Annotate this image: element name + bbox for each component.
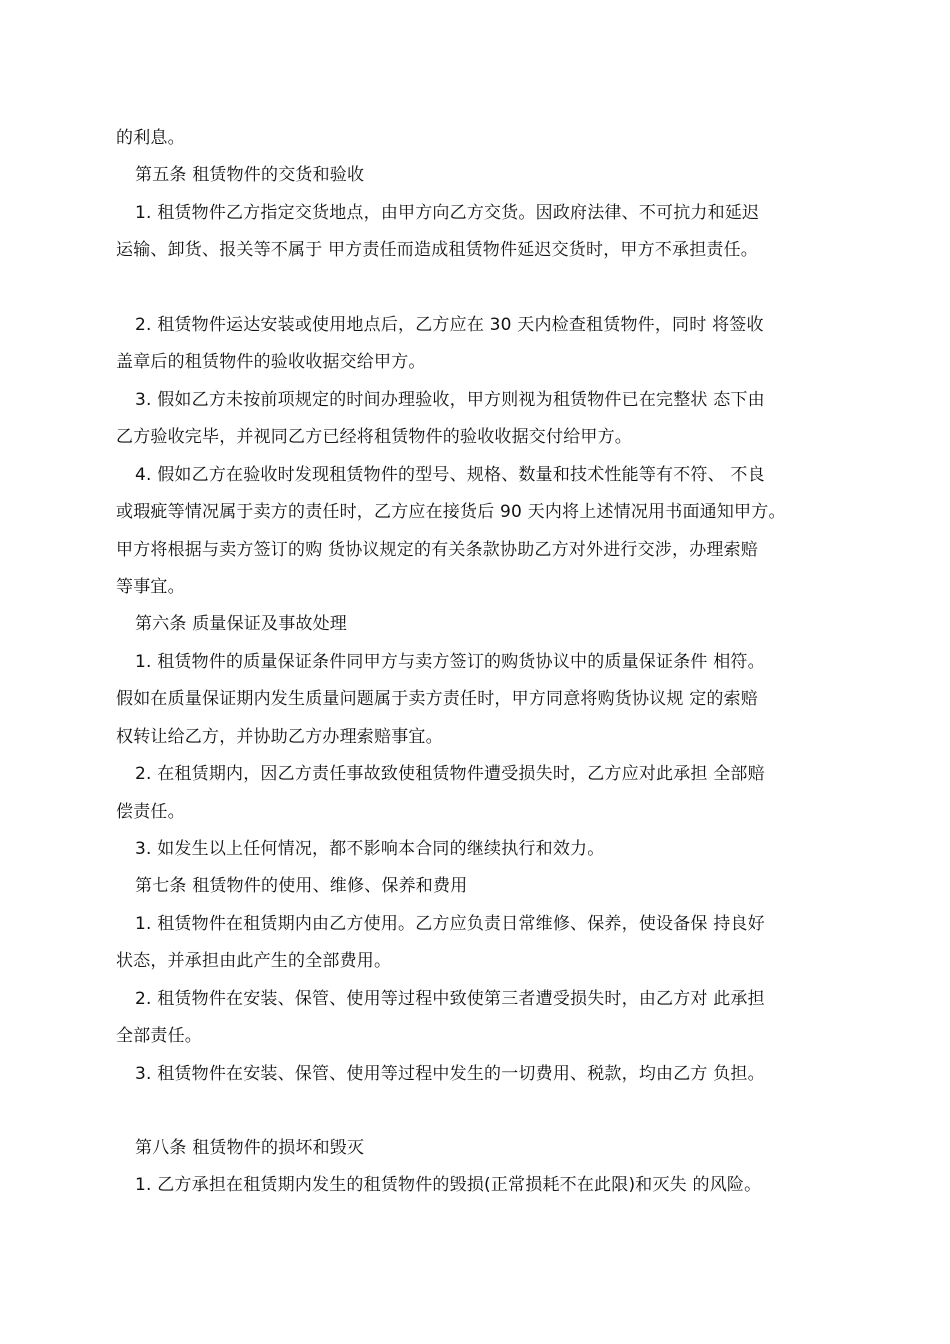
paragraph-line: 2. 在租赁期内，因乙方责任事故致使租赁物件遭受损失时，乙方应对此承担 全部赔 [135,764,765,784]
paragraph-line: 1. 租赁物件的质量保证条件同甲方与卖方签订的购货协议中的质量保证条件 相符。 [135,652,765,672]
paragraph-line: 2. 租赁物件运达安装或使用地点后，乙方应在 30 天内检查租赁物件，同时 将签收 [135,315,764,335]
paragraph-line: 甲方将根据与卖方签订的购 货协议规定的有关条款协助乙方对外进行交涉，办理索赔 [116,540,759,560]
paragraph-line: 权转让给乙方，并协助乙方办理索赔事宜。 [116,727,443,747]
paragraph-line: 全部责任。 [116,1026,202,1046]
article-heading: 第八条 租赁物件的损坏和毁灭 [135,1138,365,1158]
article-heading: 第六条 质量保证及事故处理 [135,614,348,634]
paragraph-line: 1. 乙方承担在租赁期内发生的租赁物件的毁损(正常损耗不在此限)和灭失 的风险。 [135,1175,762,1195]
paragraph-line: 3. 租赁物件在安装、保管、使用等过程中发生的一切费用、税款，均由乙方 负担。 [135,1064,765,1084]
article-heading: 第七条 租赁物件的使用、维修、保养和费用 [135,876,468,896]
paragraph-line: 4. 假如乙方在验收时发现租赁物件的型号、规格、数量和技术性能等有不符、 不良 [135,465,765,485]
paragraph-line: 1. 租赁物件乙方指定交货地点，由甲方向乙方交货。因政府法律、不可抗力和延迟 [135,203,760,223]
paragraph-line: 或瑕疵等情况属于卖方的责任时，乙方应在接货后 90 天内将上述情况用书面通知甲方。 [116,502,786,522]
article-heading: 第五条 租赁物件的交货和验收 [135,165,365,185]
paragraph-line: 偿责任。 [116,802,185,822]
paragraph-line: 1. 租赁物件在租赁期内由乙方使用。乙方应负责日常维修、保养，使设备保 持良好 [135,914,765,934]
paragraph-line: 3. 假如乙方未按前项规定的时间办理验收，甲方则视为租赁物件已在完整状 态下由 [135,390,765,410]
paragraph-line: 2. 租赁物件在安装、保管、使用等过程中致使第三者遭受损失时，由乙方对 此承担 [135,989,765,1009]
paragraph-line: 假如在质量保证期内发生质量问题属于卖方责任时，甲方同意将购货协议规 定的索赔 [116,689,759,709]
paragraph-line: 运输、卸货、报关等不属于 甲方责任而造成租赁物件延迟交货时，甲方不承担责任。 [116,240,759,260]
paragraph-line: 状态，并承担由此产生的全部费用。 [116,951,392,971]
paragraph-line: 的利息。 [116,128,185,148]
paragraph-line: 乙方验收完毕，并视同乙方已经将租赁物件的验收收据交付给甲方。 [116,427,632,447]
paragraph-line: 3. 如发生以上任何情况，都不影响本合同的继续执行和效力。 [135,839,605,859]
paragraph-line: 等事宜。 [116,577,185,597]
paragraph-line: 盖章后的租赁物件的验收收据交给甲方。 [116,352,426,372]
